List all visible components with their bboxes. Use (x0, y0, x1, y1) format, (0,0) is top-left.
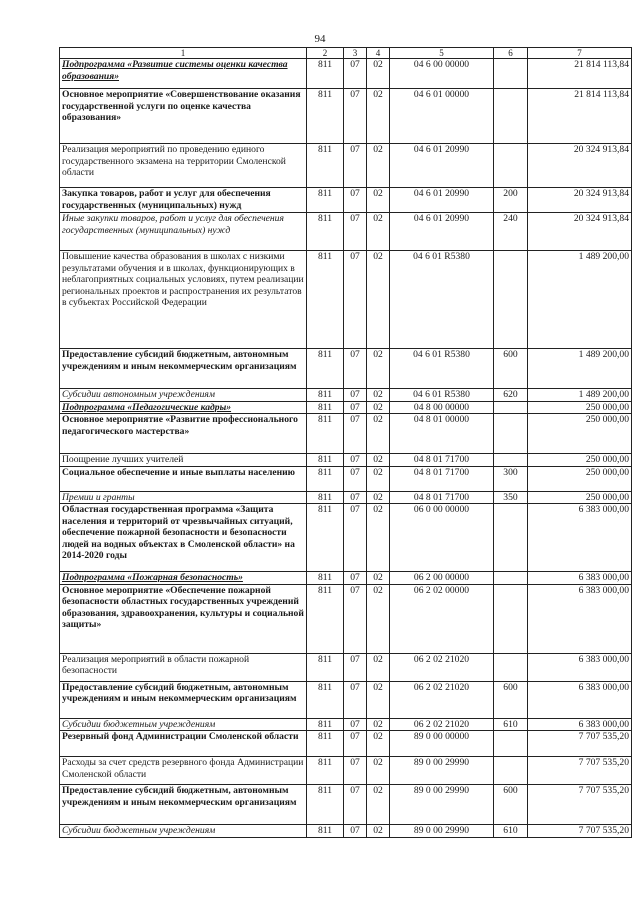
cell-name: Расходы за счет средств резервного фонда Администрации Смоленской области (60, 757, 307, 785)
header-row (60, 48, 632, 59)
cell-ministry: 811 (307, 731, 344, 757)
table-row (60, 681, 632, 718)
cell-ministry: 811 (307, 144, 344, 188)
cell-name: Предоставление субсидий бюджетным, автономным учреждениям и иным некоммерческим организациям (60, 349, 307, 389)
cell-subsection: 02 (367, 731, 390, 757)
cell-subsection: 02 (367, 251, 390, 349)
cell-ministry: 811 (307, 349, 344, 389)
cell-expense-type (494, 504, 528, 572)
cell-section: 07 (344, 251, 367, 349)
cell-target-article: 89 0 00 00000 (390, 731, 494, 757)
cell-amount: 6 383 000,00 (528, 572, 632, 585)
cell-section: 07 (344, 389, 367, 402)
cell-section: 07 (344, 454, 367, 467)
table-row (60, 757, 632, 785)
cell-subsection: 02 (367, 401, 390, 414)
table-row (60, 491, 632, 504)
cell-section: 07 (344, 757, 367, 785)
cell-ministry: 811 (307, 188, 344, 213)
cell-section: 07 (344, 466, 367, 491)
cell-name: Предоставление субсидий бюджетным, автономным учреждениям и иным некоммерческим организациям (60, 785, 307, 825)
cell-target-article: 06 0 00 00000 (390, 504, 494, 572)
cell-section: 07 (344, 491, 367, 504)
cell-name: Резервный фонд Администрации Смоленской области (60, 731, 307, 757)
cell-target-article: 04 8 01 71700 (390, 491, 494, 504)
cell-amount: 250 000,00 (528, 454, 632, 467)
cell-section: 07 (344, 718, 367, 731)
cell-ministry: 811 (307, 584, 344, 653)
cell-subsection: 02 (367, 681, 390, 718)
cell-amount: 21 814 113,84 (528, 59, 632, 89)
cell-target-article: 89 0 00 29990 (390, 825, 494, 838)
cell-target-article: 04 8 01 00000 (390, 414, 494, 454)
cell-amount: 7 707 535,20 (528, 825, 632, 838)
cell-expense-type (494, 251, 528, 349)
cell-target-article: 04 6 01 R5380 (390, 251, 494, 349)
cell-section: 07 (344, 213, 367, 251)
table-row (60, 401, 632, 414)
cell-amount: 7 707 535,20 (528, 757, 632, 785)
cell-amount: 6 383 000,00 (528, 504, 632, 572)
cell-expense-type (494, 757, 528, 785)
cell-expense-type (494, 584, 528, 653)
cell-section: 07 (344, 785, 367, 825)
cell-subsection: 02 (367, 389, 390, 402)
cell-name: Повышение качества образования в школах с низкими результатами обучения и в школах, функционирующих в неблагоприятных социальных условиях, путем реализации региональных проектов и распространения их результатов в субъектах Российской Федерации (60, 251, 307, 349)
cell-ministry: 811 (307, 251, 344, 349)
cell-ministry: 811 (307, 414, 344, 454)
cell-amount: 21 814 113,84 (528, 89, 632, 144)
cell-name: Основное мероприятие «Обеспечение пожарной безопасности областных государственных учреждений образования, здравоохранения, культуры и социальной защиты» (60, 584, 307, 653)
cell-amount: 20 324 913,84 (528, 213, 632, 251)
cell-section: 07 (344, 653, 367, 681)
cell-expense-type: 240 (494, 213, 528, 251)
header-col-4: 4 (367, 48, 390, 59)
cell-ministry: 811 (307, 454, 344, 467)
cell-target-article: 04 6 00 00000 (390, 59, 494, 89)
cell-expense-type (494, 59, 528, 89)
cell-name: Субсидии бюджетным учреждениям (60, 718, 307, 731)
cell-ministry: 811 (307, 491, 344, 504)
cell-section: 07 (344, 681, 367, 718)
cell-subsection: 02 (367, 144, 390, 188)
table-row (60, 144, 632, 188)
cell-name: Предоставление субсидий бюджетным, автономным учреждениям и иным некоммерческим организациям (60, 681, 307, 718)
table-row (60, 572, 632, 585)
cell-name: Подпрограмма «Педагогические кадры» (60, 401, 307, 414)
cell-ministry: 811 (307, 718, 344, 731)
table-row (60, 59, 632, 89)
cell-amount: 6 383 000,00 (528, 653, 632, 681)
cell-amount: 1 489 200,00 (528, 251, 632, 349)
cell-target-article: 06 2 02 21020 (390, 718, 494, 731)
header-col-6: 6 (494, 48, 528, 59)
cell-target-article: 06 2 02 21020 (390, 653, 494, 681)
cell-target-article: 06 2 00 00000 (390, 572, 494, 585)
cell-ministry: 811 (307, 757, 344, 785)
table-body (60, 59, 632, 838)
cell-subsection: 02 (367, 718, 390, 731)
cell-section: 07 (344, 584, 367, 653)
cell-name: Социальное обеспечение и иные выплаты населению (60, 466, 307, 491)
table-row (60, 213, 632, 251)
cell-expense-type: 600 (494, 681, 528, 718)
cell-amount: 1 489 200,00 (528, 349, 632, 389)
cell-target-article: 04 6 01 00000 (390, 89, 494, 144)
cell-ministry: 811 (307, 572, 344, 585)
cell-target-article: 06 2 02 21020 (390, 681, 494, 718)
cell-section: 07 (344, 572, 367, 585)
cell-ministry: 811 (307, 504, 344, 572)
cell-expense-type (494, 653, 528, 681)
cell-expense-type (494, 572, 528, 585)
cell-amount: 250 000,00 (528, 414, 632, 454)
cell-name: Закупка товаров, работ и услуг для обеспечения государственных (муниципальных) нужд (60, 188, 307, 213)
cell-subsection: 02 (367, 454, 390, 467)
cell-subsection: 02 (367, 466, 390, 491)
table-row (60, 251, 632, 349)
cell-expense-type: 600 (494, 785, 528, 825)
table-row (60, 718, 632, 731)
cell-subsection: 02 (367, 491, 390, 504)
cell-target-article: 06 2 02 00000 (390, 584, 494, 653)
cell-expense-type: 610 (494, 718, 528, 731)
table-row (60, 89, 632, 144)
cell-expense-type: 300 (494, 466, 528, 491)
cell-ministry: 811 (307, 59, 344, 89)
cell-section: 07 (344, 144, 367, 188)
cell-amount: 6 383 000,00 (528, 718, 632, 731)
cell-expense-type: 620 (494, 389, 528, 402)
cell-section: 07 (344, 414, 367, 454)
cell-expense-type (494, 414, 528, 454)
cell-expense-type: 200 (494, 188, 528, 213)
cell-expense-type: 350 (494, 491, 528, 504)
table-row (60, 454, 632, 467)
cell-target-article: 89 0 00 29990 (390, 757, 494, 785)
header-col-1: 1 (60, 48, 307, 59)
header-col-2: 2 (307, 48, 344, 59)
cell-section: 07 (344, 825, 367, 838)
cell-section: 07 (344, 188, 367, 213)
cell-target-article: 04 8 01 71700 (390, 466, 494, 491)
cell-amount: 20 324 913,84 (528, 188, 632, 213)
cell-target-article: 04 8 01 71700 (390, 454, 494, 467)
cell-ministry: 811 (307, 213, 344, 251)
cell-target-article: 04 6 01 R5380 (390, 349, 494, 389)
cell-name: Премии и гранты (60, 491, 307, 504)
cell-target-article: 04 6 01 20990 (390, 144, 494, 188)
cell-name: Субсидии автономным учреждениям (60, 389, 307, 402)
cell-subsection: 02 (367, 349, 390, 389)
cell-ministry: 811 (307, 653, 344, 681)
cell-subsection: 02 (367, 188, 390, 213)
cell-amount: 6 383 000,00 (528, 584, 632, 653)
cell-name: Основное мероприятие «Совершенствование оказания государственной услуги по оценке качества образования» (60, 89, 307, 144)
table-row (60, 584, 632, 653)
cell-ministry: 811 (307, 681, 344, 718)
page-number: 94 (314, 33, 326, 45)
cell-expense-type (494, 89, 528, 144)
cell-amount: 7 707 535,20 (528, 731, 632, 757)
cell-expense-type: 600 (494, 349, 528, 389)
table-row (60, 785, 632, 825)
cell-subsection: 02 (367, 504, 390, 572)
table-row (60, 653, 632, 681)
cell-amount: 7 707 535,20 (528, 785, 632, 825)
cell-expense-type: 610 (494, 825, 528, 838)
cell-target-article: 04 6 01 20990 (390, 213, 494, 251)
cell-subsection: 02 (367, 584, 390, 653)
cell-target-article: 04 6 01 R5380 (390, 389, 494, 402)
header-col-5: 5 (390, 48, 494, 59)
cell-amount: 20 324 913,84 (528, 144, 632, 188)
cell-expense-type (494, 454, 528, 467)
cell-section: 07 (344, 59, 367, 89)
cell-section: 07 (344, 401, 367, 414)
cell-name: Подпрограмма «Развитие системы оценки качества образования» (60, 59, 307, 89)
cell-subsection: 02 (367, 414, 390, 454)
cell-amount: 1 489 200,00 (528, 389, 632, 402)
cell-ministry: 811 (307, 785, 344, 825)
cell-section: 07 (344, 731, 367, 757)
cell-target-article: 04 8 00 00000 (390, 401, 494, 414)
cell-subsection: 02 (367, 213, 390, 251)
cell-section: 07 (344, 89, 367, 144)
cell-name: Областная государственная программа «Защита населения и территорий от чрезвычайных ситуаций, обеспечение пожарной безопасности и безопасности людей на водных объектах в Смоленской области» на 2014-2020 годы (60, 504, 307, 572)
table-row (60, 414, 632, 454)
cell-expense-type (494, 144, 528, 188)
cell-name: Иные закупки товаров, работ и услуг для обеспечения государственных (муниципальных) нужд (60, 213, 307, 251)
header-col-7: 7 (528, 48, 632, 59)
table-row (60, 389, 632, 402)
cell-ministry: 811 (307, 389, 344, 402)
cell-subsection: 02 (367, 89, 390, 144)
cell-ministry: 811 (307, 466, 344, 491)
cell-ministry: 811 (307, 825, 344, 838)
cell-expense-type (494, 731, 528, 757)
table-row (60, 731, 632, 757)
cell-section: 07 (344, 349, 367, 389)
cell-subsection: 02 (367, 757, 390, 785)
cell-target-article: 89 0 00 29990 (390, 785, 494, 825)
cell-name: Подпрограмма «Пожарная безопасность» (60, 572, 307, 585)
cell-name: Реализация мероприятий в области пожарной безопасности (60, 653, 307, 681)
cell-subsection: 02 (367, 572, 390, 585)
cell-subsection: 02 (367, 825, 390, 838)
cell-ministry: 811 (307, 401, 344, 414)
cell-amount: 250 000,00 (528, 466, 632, 491)
cell-section: 07 (344, 504, 367, 572)
table-row (60, 349, 632, 389)
cell-ministry: 811 (307, 89, 344, 144)
cell-name: Реализация мероприятий по проведению единого государственного экзамена на территории Смоленской области (60, 144, 307, 188)
cell-subsection: 02 (367, 59, 390, 89)
table-row (60, 466, 632, 491)
cell-amount: 250 000,00 (528, 491, 632, 504)
cell-expense-type (494, 401, 528, 414)
cell-name: Основное мероприятие «Развитие профессионального педагогического мастерства» (60, 414, 307, 454)
cell-subsection: 02 (367, 653, 390, 681)
cell-amount: 6 383 000,00 (528, 681, 632, 718)
cell-target-article: 04 6 01 20990 (390, 188, 494, 213)
cell-name: Субсидии бюджетным учреждениям (60, 825, 307, 838)
table-row (60, 825, 632, 838)
table-row (60, 188, 632, 213)
cell-subsection: 02 (367, 785, 390, 825)
cell-name: Поощрение лучших учителей (60, 454, 307, 467)
table-row (60, 504, 632, 572)
budget-table (59, 47, 632, 838)
cell-amount: 250 000,00 (528, 401, 632, 414)
header-col-3: 3 (344, 48, 367, 59)
